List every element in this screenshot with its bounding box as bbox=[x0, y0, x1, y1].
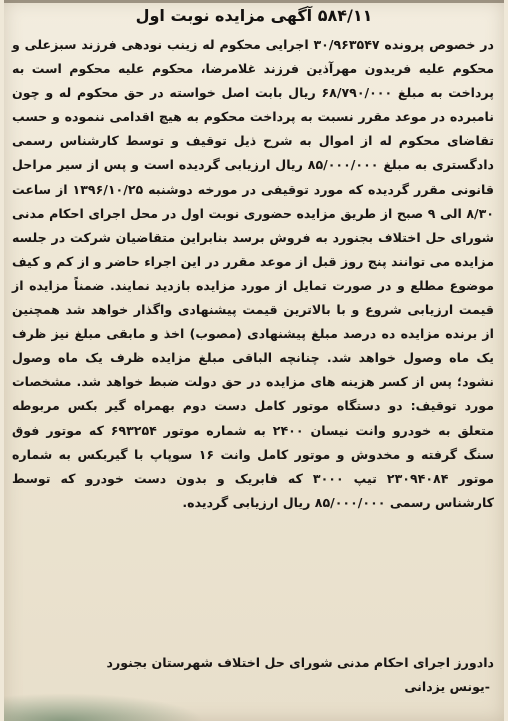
top-rule bbox=[4, 0, 504, 3]
newspaper-clipping bbox=[4, 0, 504, 721]
signature-organization: دادورز اجرای احکام مدنی شورای حل اختلاف شهرستان بجنورد bbox=[106, 655, 494, 670]
notice-title: ۵۸۴/۱۱ آگهی مزایده نوبت اول bbox=[135, 6, 373, 25]
signature-name: -یونس یزدانی bbox=[404, 679, 490, 694]
print-smudge bbox=[4, 693, 204, 721]
notice-body: در خصوص پرونده ۳۰/۹۶۳۵۴۷ اجرایی محکوم له زینب نودهی فرزند سبزعلی و محکوم علیه فریدون مهرآذین فرزند غلامرضا، محکوم علیه محکوم است به پرداخت به مبلغ ۶۸/۷۹۰/۰۰۰ ریال بابت اصل خواسته در حق محکوم له و چون نامبرده در موعد مقرر نسبت به پرداخت محکوم به هیچ اقدامی ننموده و حسب تقاضای محکوم له از اموال به شرح ذیل توقیف و توسط کارشناس رسمی دادگستری به مبلغ ۸۵/۰۰۰/۰۰۰ ریال ارزیابی گردیده است و پس از سیر مراحل قانونی مقرر گردیده که مورد توقیفی در مورخه دوشنبه ۱۳۹۶/۱۰/۲۵ از ساعت ۸/۳۰ الی ۹ صبح از طریق مزایده حضوری نوبت اول در محل اجرای احکام مدنی شورای حل اختلاف بجنورد به فروش برسد بنابراین متقاضیان شرکت در جلسه مزایده می توانند پنج روز قبل از موعد مقرر در این اجراء حاضر و از کم و کیف موضوع مطلع و در صورت تمایل از مورد مزایده بازدید نمایند. ضمناً مزایده از قیمت ارزیابی شروع و با بالاترین قیمت پیشنهادی واگذار خواهد شد همچنین از برنده مزایده ده درصد مبلغ پیشنهادی (مصوب) اخذ و مابقی مبلغ نیز ظرف یک ماه وصول خواهد شد. چنانچه الباقی مبلغ مزایده ظرف یک ماه وصول نشود؛ پس از کسر هزینه های مزایده در حق دولت ضبط خواهد شد. مشخصات مورد توقیف: دو دستگاه موتور کامل دست دوم بهمراه گیر بکس مربوطه متعلق به خودرو وانت نیسان ۲۴۰۰ به شماره موتور ۶۹۳۲۵۴ که موتور فوق سنگ گرفته و مخدوش و موتور کامل وانت ۱۶ سوپاپ با گیربکس به شماره موتور ۲۳۰۹۴۰۸۴ تیپ ۳۰۰۰ که فابریک و بدون دست خودرو که توسط کارشناس رسمی ۸۵/۰۰۰/۰۰۰ ریال ارزیابی گردیده. bbox=[12, 37, 494, 510]
